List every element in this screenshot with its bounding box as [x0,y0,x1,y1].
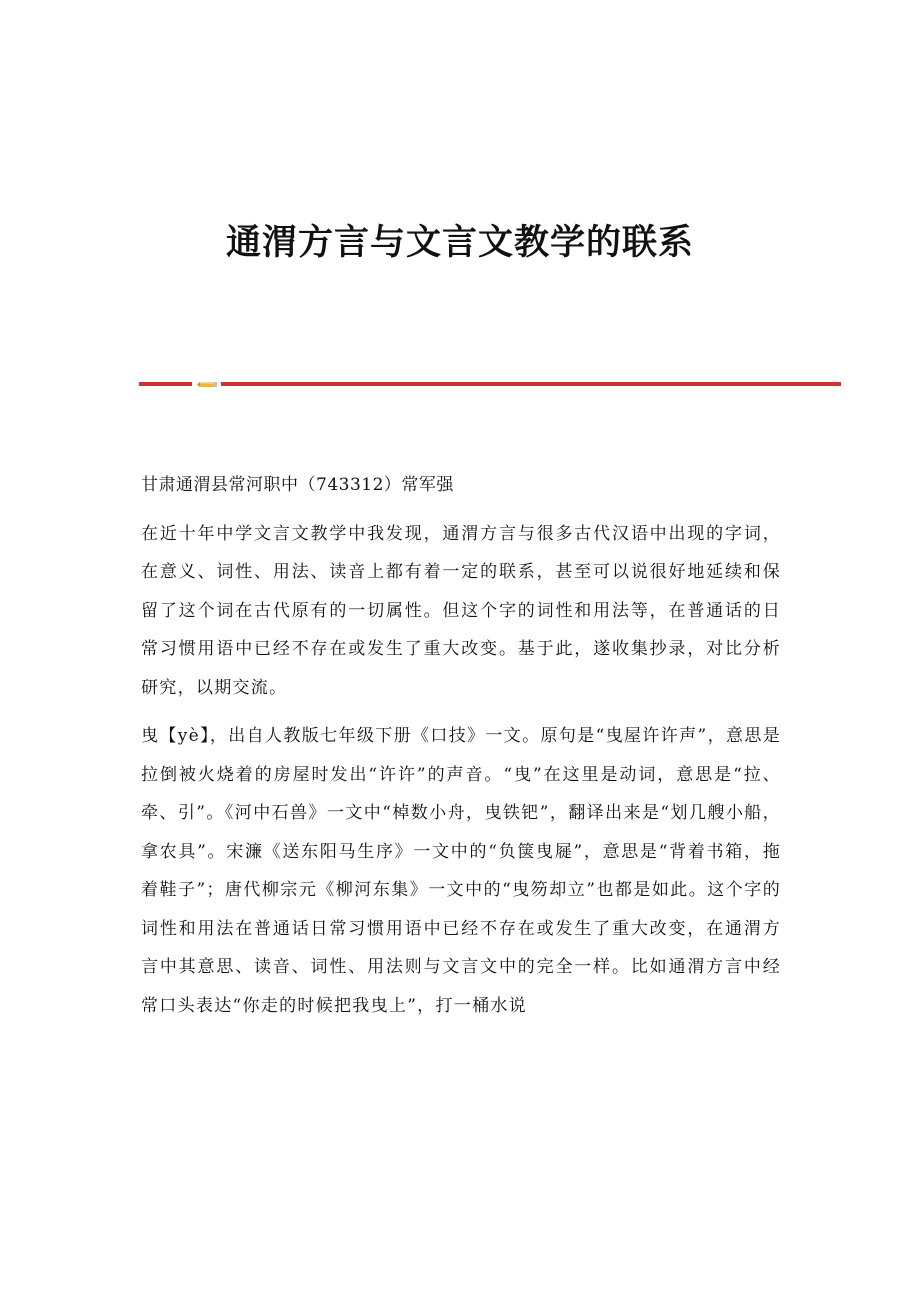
document-body [141,466,781,1035]
divider-line-left [139,382,192,386]
divider-line-right [221,382,841,386]
author-line: 甘肃通渭县常河职中（743312）常军强 [141,475,454,495]
title-divider [139,378,841,390]
body-paragraph: 在近十年中学文言文教学中我发现，通渭方言与很多古代汉语中出现的字词，在意义、词性、用法、读音上都有着一定的联系，甚至可以说很好地延续和保留了这个词在古代原有的一切属性。但这个字的词性和用法等，在普通话的日常习惯用语中已经不存在或发生了重大改变。基于此，遂收集抄录，对比分析研究，以期交流。 [141,523,781,698]
body-paragraph: 曳【yè】，出自人教版七年级下册《口技》一文。原句是“曳屋许许声”，意思是拉倒被火烧着的房屋时发出“许许”的声音。“曳”在这里是动词，意思是“拉、牵、引”。《河中石兽》一文中“棹数小舟，曳铁钯”，翻译出来是“划几艘小船，拿农具”。宋濂《送东阳马生序》一文中的“负箧曳屣”，意思是“背着书箱，拖着鞋子”；唐代柳宗元《柳河东集》一文中的“曳笏却立”也都是如此。这个字的词性和用法在普通话日常习惯用语中已经不存在或发生了重大改变，在通渭方言中其意思、读音、词性、用法则与文言文中的完全一样。比如通渭方言中经常口头表达“你走的时候把我曳上”，打一桶水说 [141,726,781,1016]
pencil-ornament-icon [197,381,217,388]
document-title: 通渭方言与文言文教学的联系 [225,222,694,263]
